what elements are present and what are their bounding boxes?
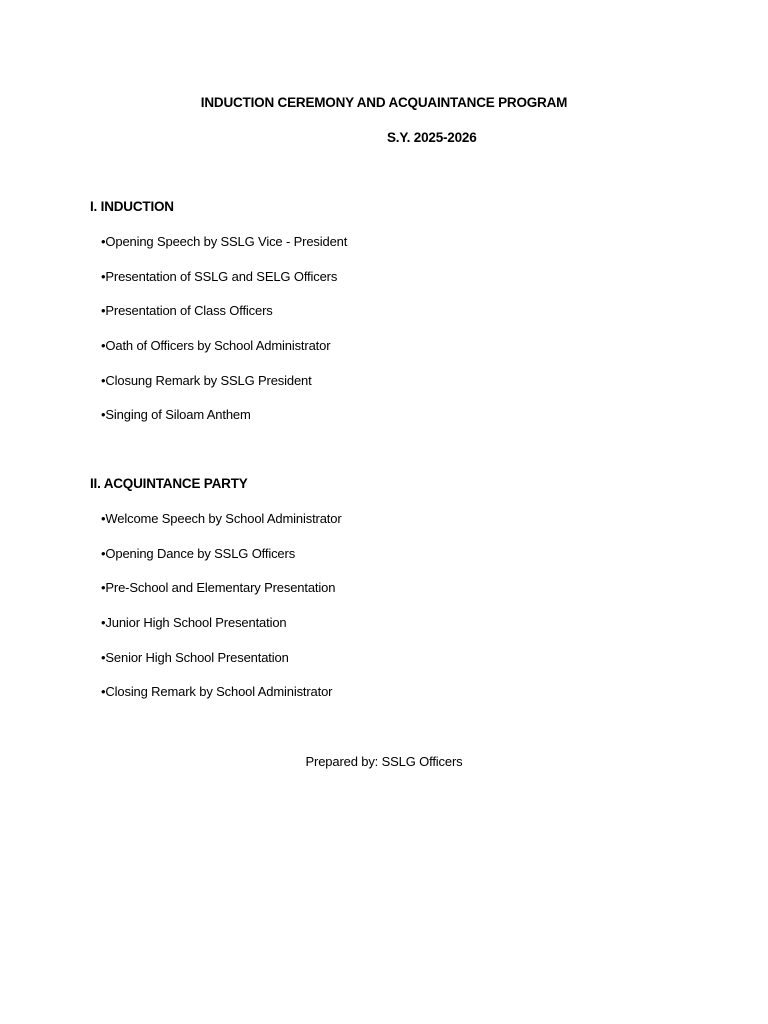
prepared-by: Prepared by: SSLG Officers [305,754,463,769]
list-item-text: Oath of Officers by School Administrator [105,338,331,354]
bullet: • [101,684,106,700]
list-item [101,302,347,337]
bullet: • [101,303,106,319]
list-item [101,614,342,649]
bullet: • [101,338,106,354]
bullet: • [101,268,106,284]
list-item-text: Opening Dance by SSLG Officers [105,545,296,561]
list-item-text: Senior High School Presentation [105,649,289,665]
list-item-text: Welcome Speech by School Administrator [105,511,342,526]
list-item-text: Junior High School Presentation [105,615,287,631]
list-item-text: Singing of Siloam Anthem [105,407,251,423]
list-item [101,545,342,580]
list-item-text: Opening Speech by SSLG Vice - President [105,234,348,249]
induction-list [101,233,347,441]
document-title: INDUCTION CEREMONY AND ACQUAINTANCE PROGRAM [200,95,568,110]
list-item [101,233,347,268]
bullet: • [101,372,106,388]
bullet: • [101,580,106,596]
bullet: • [101,649,106,665]
list-item [101,579,342,614]
bullet: • [101,615,106,631]
section-heading-induction: I. INDUCTION [90,199,174,214]
list-item [101,337,347,372]
bullet: • [101,407,106,423]
school-year: S.Y. 2025-2026 [387,130,477,145]
list-item-text: Presentation of SSLG and SELG Officers [105,268,338,284]
section-heading-acquaintance-party: II. ACQUINTANCE PARTY [90,476,248,491]
list-item-text: Closung Remark by SSLG President [105,372,312,388]
list-item [101,683,342,718]
list-item [101,268,347,303]
bullet: • [101,545,106,561]
list-item-text: Closing Remark by School Administrator [105,684,333,700]
list-item [101,510,342,545]
list-item-text: Presentation of Class Officers [105,303,273,319]
bullet: • [101,234,106,249]
bullet: • [101,511,106,526]
list-item [101,372,347,407]
list-item-text: Pre-School and Elementary Presentation [105,580,336,596]
list-item [101,406,347,441]
list-item [101,649,342,684]
acquaintance-party-list [101,510,342,718]
